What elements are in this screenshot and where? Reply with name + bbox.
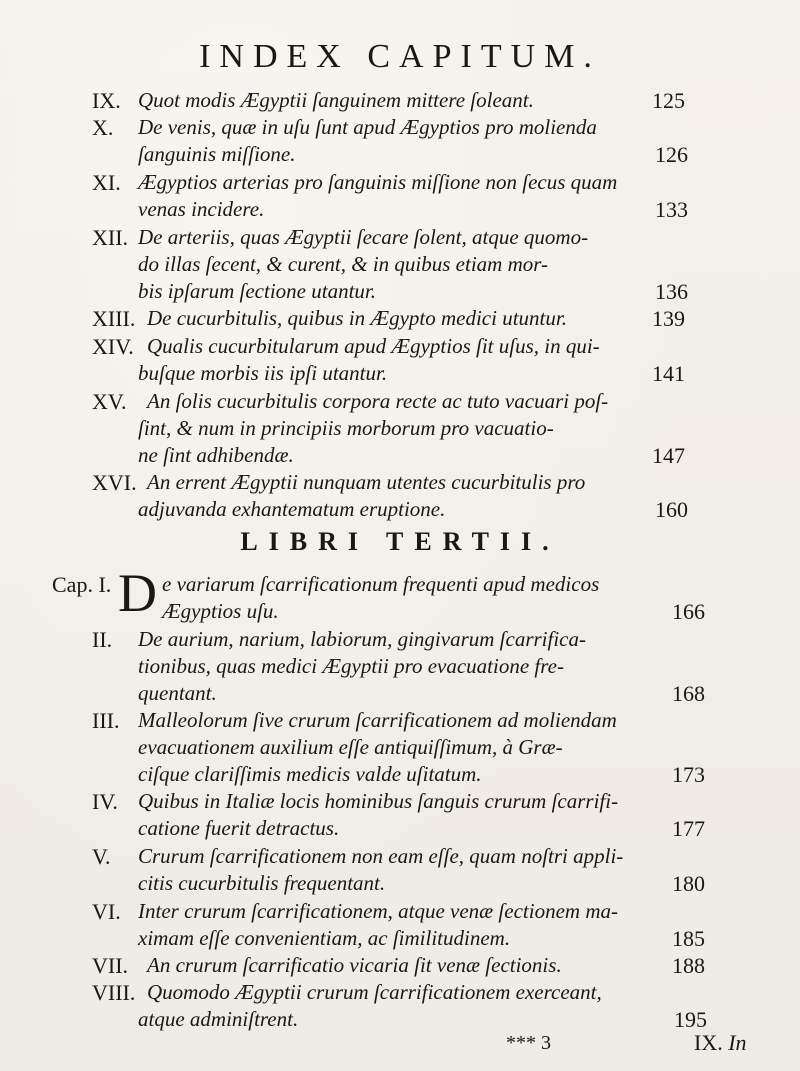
chapter-number: IV. [92,789,118,814]
catchword-text: In [728,1030,747,1055]
entry-line: De arteriis, quas Ægyptii ſecare ſolent, atque quomo- [138,225,589,249]
entry-line: Ægyptios uſu. [162,599,279,623]
page-number: 173 [672,762,705,787]
entry-line: adjuvanda exhantematum eruptione. [138,497,446,521]
entry-line: ciſque clariſſimis medicis valde uſitatum. [138,762,482,786]
chapter-number: XV. [92,389,127,414]
cap-label: Cap. I. [52,572,112,597]
entry-line: Quibus in Italiæ locis hominibus ſanguis crurum ſcarrifi- [138,789,619,813]
page-number: 139 [652,306,685,331]
page-number: 168 [672,681,705,706]
page-number: 147 [652,443,685,468]
chapter-number: IX. [92,88,121,113]
entry-line: An errent Ægyptii nunquam utentes cucurbitulis pro [147,470,586,494]
chapter-number: V. [92,844,111,869]
chapter-number: III. [92,708,120,733]
running-head: INDEX CAPITUM. [199,38,601,75]
entry-line: ſanguinis miſſione. [138,142,296,166]
entry-line: An ſolis cucurbitulis corpora recte ac tuto vacuari poſ- [147,389,609,413]
entry-line: Malleolorum ſive crurum ſcarrificationem ad moliendam [138,708,617,732]
page-number: 166 [672,599,705,624]
entry-line: atque adminiſtrent. [138,1007,299,1031]
entry-line: quentant. [138,681,217,705]
page-number: 133 [655,197,688,222]
page-number: 141 [652,361,685,386]
page-number: 188 [672,953,705,978]
entry-line: ne ſint adhibendæ. [138,443,294,467]
entry-line: citis cucurbitulis frequentant. [138,871,386,895]
entry-line: tionibus, quas medici Ægyptii pro evacuatione fre- [138,654,564,678]
entry-line: ſint, & num in principiis morborum pro vacuatio- [138,416,554,440]
chapter-number: XIII. [92,306,136,331]
drop-cap: D [118,563,157,623]
chapter-number: VIII. [92,980,136,1005]
entry-line: bis ipſarum ſectione utantur. [138,279,376,303]
entry-line: catione fuerit detractus. [138,816,340,840]
signature-mark: *** 3 [506,1032,551,1054]
entry-line: Quot modis Ægyptii ſanguinem mittere ſoleant. [138,88,534,112]
entry-line: venas incidere. [138,197,265,221]
section-title: LIBRI TERTII. [240,527,560,556]
page-number: 125 [652,88,685,113]
entry-line: Ægyptios arterias pro ſanguinis miſſione non ſecus quam [138,170,618,194]
chapter-number: XI. [92,170,121,195]
page-number: 177 [672,816,705,841]
entry-line: Inter crurum ſcarrificationem, atque venæ ſectionem ma- [138,899,618,923]
entry-line: Crurum ſcarrificationem non eam eſſe, quam noſtri appli- [138,844,624,868]
entry-line: e variarum ſcarrificationum frequenti apud medicos [162,572,600,596]
entry-line: ximam eſſe convenientiam, ac ſimilitudinem. [138,926,511,950]
page-number: 195 [674,1007,707,1032]
catchword-number: IX. [694,1030,723,1055]
entry-line: De venis, quæ in uſu ſunt apud Ægyptios pro molienda [138,115,597,139]
chapter-number: VII. [92,953,129,978]
catchword [694,1030,747,1056]
chapter-number: VI. [92,899,121,924]
entry-line: evacuationem auxilium eſſe antiquiſſimum, à Græ- [138,735,563,759]
entry-line: Quomodo Ægyptii crurum ſcarrificationem exerceant, [147,980,602,1004]
page-number: 185 [672,926,705,951]
page-number: 126 [655,142,688,167]
entry-line: An crurum ſcarrificatio vicaria ſit venæ ſectionis. [147,953,562,977]
chapter-number: XVI. [92,470,137,495]
chapter-number: II. [92,627,113,652]
page-number: 180 [672,871,705,896]
page-number: 136 [655,279,688,304]
chapter-number: XII. [92,225,129,250]
entry-line: De aurium, narium, labiorum, gingivarum ſcarrifica- [138,627,586,651]
entry-line: De cucurbitulis, quibus in Ægypto medici utuntur. [147,306,567,330]
chapter-number: XIV. [92,334,134,359]
entry-line: buſque morbis iis ipſi utantur. [138,361,388,385]
entry-line: Qualis cucurbitularum apud Ægyptios ſit uſus, in qui- [147,334,600,358]
page-number: 160 [655,497,688,522]
entry-line: do illas ſecent, & curent, & in quibus etiam mor- [138,252,549,276]
chapter-number: X. [92,115,114,140]
